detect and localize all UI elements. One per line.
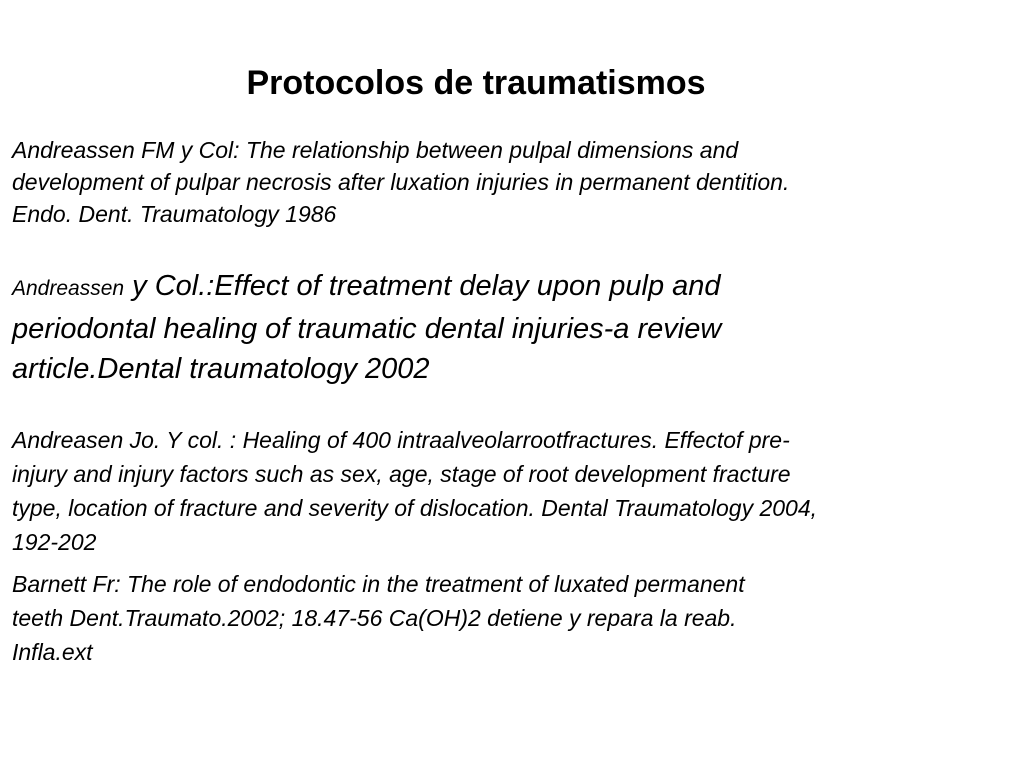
reference-line: Barnett Fr: The role of endodontic in the treatment of luxated permanent [12, 571, 745, 597]
reference-line: development of pulpar necrosis after luxation injuries in permanent dentition. [12, 169, 790, 195]
reference-line: periodontal healing of traumatic dental injuries-a review [12, 313, 722, 345]
reference-line: Endo. Dent. Traumatology 1986 [12, 201, 337, 227]
slide-title [0, 62, 1024, 104]
reference-line: injury and injury factors such as sex, age, stage of root development fracture [12, 461, 791, 487]
slide-title-text: Protocolos de traumatismos [246, 64, 706, 102]
reference-author: Andreassen [12, 277, 125, 300]
reference-line: y Col.:Effect of treatment delay upon pulp and [124, 270, 721, 302]
reference-line: article.Dental traumatology 2002 [12, 353, 430, 385]
reference-line: Andreasen Jo. Y col. : Healing of 400 intraalveolarrootfractures. Effectof pre- [12, 427, 790, 453]
reference-line: type, location of fracture and severity of dislocation. Dental Traumatology 2004, [12, 495, 818, 521]
reference-andreassen-2002 [12, 266, 1016, 389]
reference-line: teeth Dent.Traumato.2002; 18.47-56 Ca(OH)2 detiene y repara la reab. [12, 605, 737, 631]
reference-line: Andreassen FM y Col: The relationship between pulpal dimensions and [12, 137, 739, 163]
reference-andreassen-1986 [12, 134, 1016, 230]
reference-line: 192-202 [12, 529, 97, 555]
reference-line: Infla.ext [12, 639, 93, 665]
reference-andreasen-2004 [12, 423, 1016, 559]
reference-barnett-2002 [12, 567, 1016, 669]
